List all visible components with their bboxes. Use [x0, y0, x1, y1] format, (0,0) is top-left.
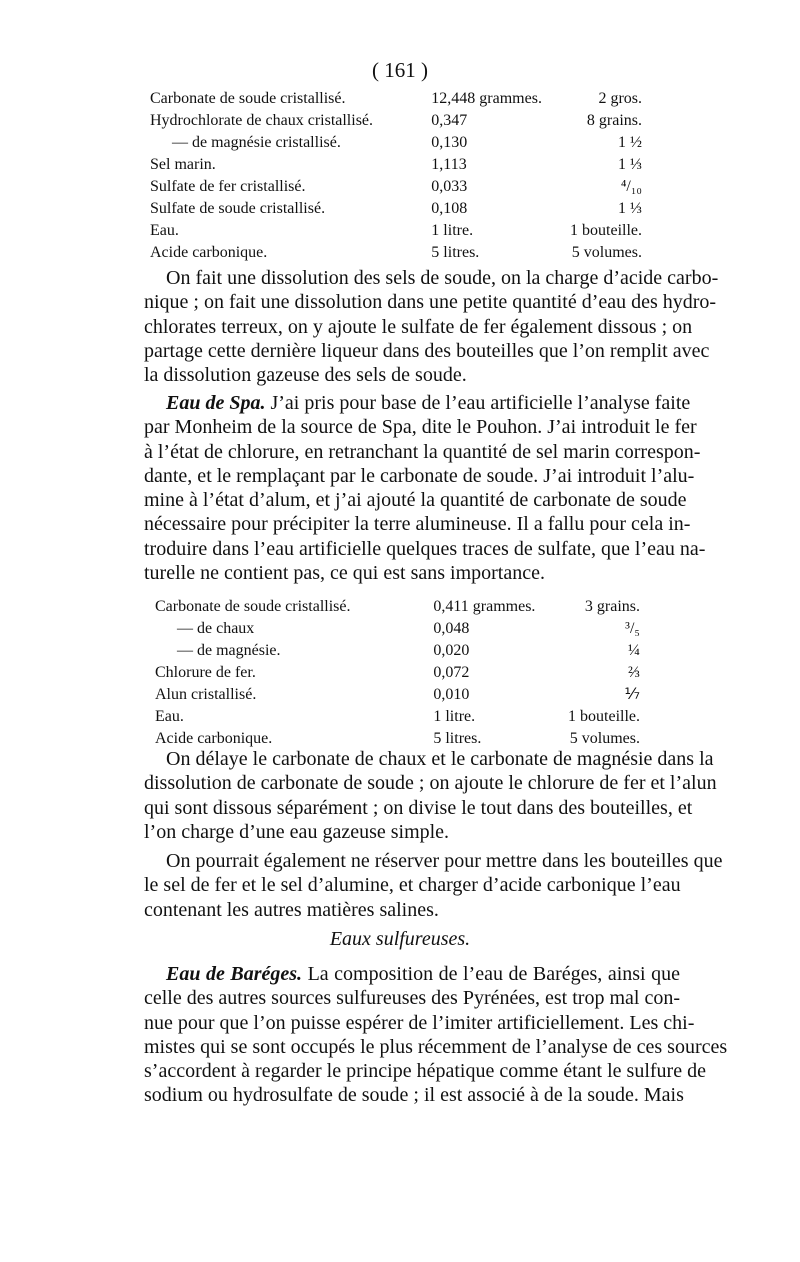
substance-name: Sulfate de fer cristallisé. — [150, 178, 306, 195]
text-line: celle des autres sources sulfureuses des Pyrénées, est trop mal con- — [144, 987, 680, 1010]
substance-name: Hydrochlorate de chaux cristallisé. — [150, 112, 374, 129]
table-row — [150, 88, 642, 110]
text-line: mistes qui se sont occupés le plus récemment de l’analyse de ces sources — [144, 1035, 728, 1058]
paragraph-eau-de-spa — [144, 391, 706, 585]
table-row — [150, 242, 642, 264]
text-line: dissolution de carbonate de soude ; on ajoute le chlorure de fer et l’alun — [144, 772, 717, 795]
substance-name: Chlorure de fer. — [155, 664, 256, 681]
substance-name: Sulfate de soude cristallisé. — [150, 200, 326, 217]
table-row — [150, 220, 642, 242]
text-line: On pourrait également ne réserver pour mettre dans les bouteilles que — [166, 850, 723, 872]
substance-amount: 0,048 — [433, 620, 470, 637]
substance-unit: ³/₅ — [625, 620, 640, 637]
substance-name: — de chaux — [177, 620, 255, 637]
table-row — [150, 176, 642, 198]
table-row — [150, 154, 642, 176]
text-line: nécessaire pour précipiter la terre alumineuse. Il a fallu pour cela in- — [144, 513, 691, 536]
text-line: contenant les autres matières salines. — [144, 898, 439, 921]
text-line: à l’état de chlorure, en retranchant la quantité de sel marin correspon- — [144, 440, 701, 463]
paragraph-delaye — [144, 747, 717, 844]
substance-name: — de magnésie cristallisé. — [172, 134, 341, 151]
text-line: On délaye le carbonate de chaux et le carbonate de magnésie dans la — [166, 748, 714, 770]
substance-unit: ⅔ — [628, 664, 640, 681]
paragraph-pourrait — [144, 849, 723, 922]
substance-name: — de magnésie. — [177, 642, 281, 659]
text-line: chlorates terreux, on y ajoute le sulfate de fer également dissous ; on — [144, 315, 693, 338]
substance-unit: 5 volumes. — [571, 244, 642, 261]
table-row — [150, 132, 642, 154]
substance-amount: 0,010 — [433, 686, 470, 703]
text-line: sodium ou hydrosulfate de soude ; il est associé à de la soude. Mais — [144, 1084, 684, 1107]
substance-name: Sel marin. — [150, 156, 216, 173]
substance-amount: 5 litres. — [431, 244, 480, 261]
substance-unit: 1 bouteille. — [568, 708, 640, 725]
text-line: nue pour que l’on puisse espérer de l’imiter artificiellement. Les chi- — [144, 1011, 695, 1034]
substance-unit: 1 ½ — [618, 134, 642, 151]
table-row — [150, 198, 642, 220]
text-line: s’accordent à regarder le principe hépatique comme étant le sulfure de — [144, 1060, 706, 1083]
paragraph-title: Eau de Spa. — [166, 392, 266, 414]
text-line-rest: La composition de l’eau de Baréges, ainsi que — [302, 963, 680, 985]
substance-amount: 0,347 — [431, 112, 468, 129]
substance-amount: 0,130 — [431, 134, 468, 151]
substance-unit: 2 gros. — [598, 90, 642, 107]
substance-unit: ⁴/₁₀ — [620, 178, 642, 195]
substance-unit: 1 bouteille. — [570, 222, 642, 239]
text-line: On fait une dissolution des sels de soude, on la charge d’acide carbo- — [166, 267, 719, 289]
substance-amount: 0,072 — [433, 664, 470, 681]
table-row — [155, 706, 640, 728]
table-row — [155, 684, 640, 706]
table-row — [150, 110, 642, 132]
substance-name: Acide carbonique. — [155, 730, 273, 747]
section-heading: Eaux sulfureuses. — [329, 928, 471, 950]
text-line-rest: J’ai pris pour base de l’eau artificielle l’analyse faite — [265, 392, 691, 414]
substance-name: Acide carbonique. — [150, 244, 268, 261]
substance-amount: 0,033 — [431, 178, 468, 195]
text-line: dante, et le remplaçant par le carbonate de soude. J’ai introduit l’alu- — [144, 464, 695, 487]
substance-name: Eau. — [150, 222, 179, 239]
text-line: mine à l’état d’alum, et j’ai ajouté la quantité de carbonate de soude — [144, 489, 687, 512]
substance-name: Eau. — [155, 708, 184, 725]
substance-name: Carbonate de soude cristallisé. — [150, 90, 346, 107]
substance-unit: 3 grains. — [584, 598, 640, 615]
table-row — [155, 596, 640, 618]
substance-name: Carbonate de soude cristallisé. — [155, 598, 351, 615]
composition-table-2 — [155, 596, 640, 750]
substance-amount: 12,448 grammes. — [431, 90, 542, 107]
table-row — [155, 618, 640, 640]
text-line — [144, 962, 680, 986]
text-line: troduire dans l’eau artificielle quelques traces de sulfate, que l’eau na- — [144, 537, 706, 560]
substance-amount: 0,108 — [431, 200, 468, 217]
substance-unit: 1 ⅓ — [618, 200, 642, 217]
substance-amount: 1 litre. — [431, 222, 474, 239]
page-number: ( 161 ) — [372, 58, 428, 82]
substance-amount: 0,411 grammes. — [433, 598, 536, 615]
text-line: partage cette dernière liqueur dans des bouteilles que l’on remplit avec — [144, 339, 710, 362]
composition-table-1 — [150, 88, 642, 264]
paragraph-eau-de-bareges — [144, 962, 728, 1108]
text-line: le sel de fer et le sel d’alumine, et charger d’acide carbonique l’eau — [144, 874, 681, 897]
substance-amount: 1 litre. — [433, 708, 476, 725]
substance-unit: 1 ⅓ — [618, 156, 642, 173]
table-row — [155, 640, 640, 662]
substance-unit: ⅐ — [624, 686, 640, 703]
substance-amount: 1,113 — [431, 156, 467, 173]
text-line: par Monheim de la source de Spa, dite le Pouhon. J’ai introduit le fer — [144, 416, 697, 439]
text-line: la dissolution gazeuse des sels de soude. — [144, 364, 467, 387]
substance-name: Alun cristallisé. — [155, 686, 257, 703]
text-line: l’on charge d’une eau gazeuse simple. — [144, 820, 450, 843]
substance-unit: 5 volumes. — [569, 730, 640, 747]
paragraph-title: Eau de Baréges. — [166, 963, 303, 985]
substance-amount: 0,020 — [433, 642, 470, 659]
substance-amount: 5 litres. — [433, 730, 482, 747]
text-line — [144, 391, 691, 415]
text-line: qui sont dissous séparément ; on divise le tout dans des bouteilles, et — [144, 796, 693, 819]
text-line: turelle ne contient pas, ce qui est sans importance. — [144, 562, 545, 585]
substance-unit: 8 grains. — [586, 112, 642, 129]
substance-unit: ¼ — [628, 642, 640, 659]
paragraph-dissolution — [144, 266, 719, 387]
text-line: nique ; on fait une dissolution dans une petite quantité d’eau des hydro- — [144, 291, 717, 314]
table-row — [155, 662, 640, 684]
